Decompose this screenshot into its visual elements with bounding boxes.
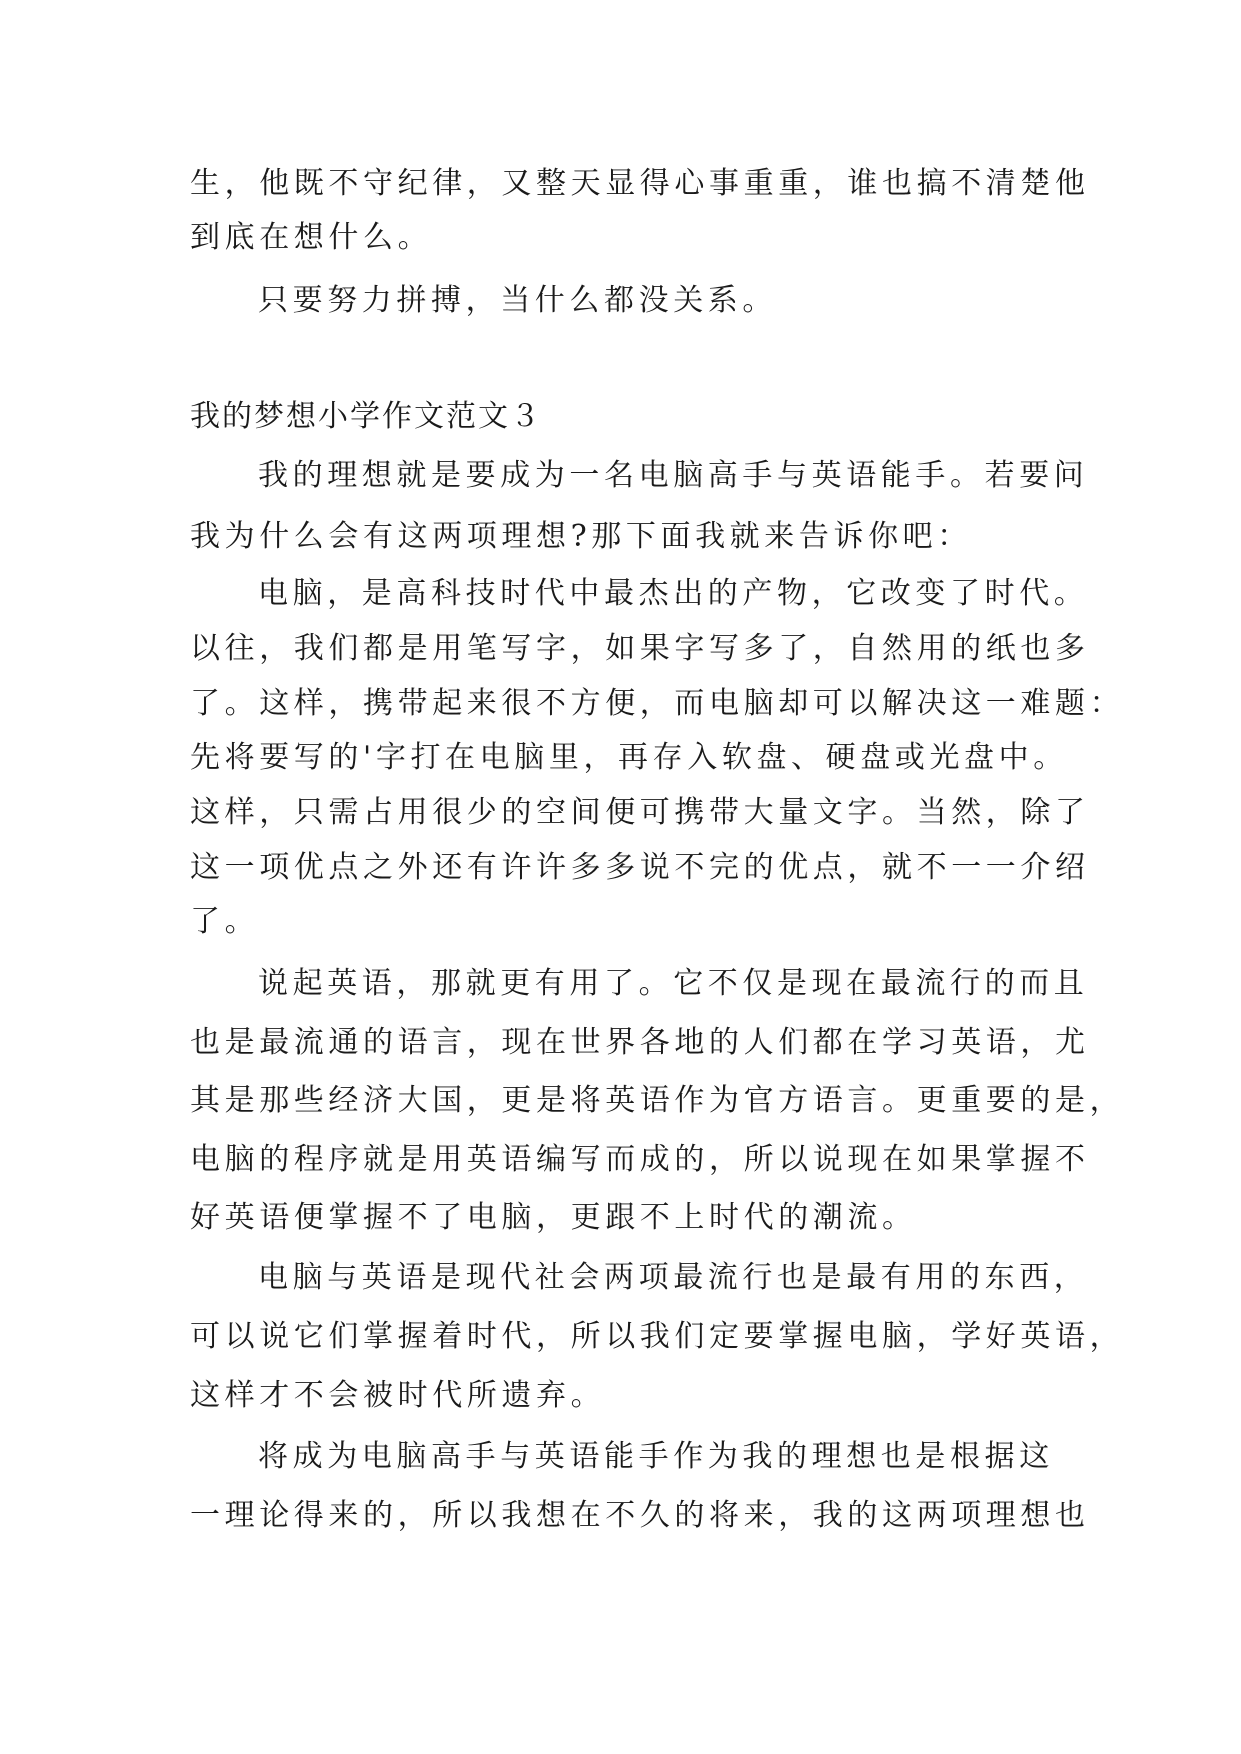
text-line: 其是那些经济大国，更是将英语作为官方语言。更重要的是， <box>190 1083 1125 1118</box>
text-line: 一理论得来的，所以我想在不久的将来，我的这两项理想也 <box>190 1498 1090 1533</box>
text-line: 可以说它们掌握着时代，所以我们定要掌握电脑，学好英语， <box>190 1319 1125 1354</box>
text-line: 电脑的程序就是用英语编写而成的，所以说现在如果掌握不 <box>190 1142 1090 1177</box>
text-line: 这样才不会被时代所遗弃。 <box>190 1378 606 1413</box>
text-line: 只要努力拼搏，当什么都没关系。 <box>258 283 777 318</box>
text-line: 也是最流通的语言，现在世界各地的人们都在学习英语，尤 <box>190 1025 1090 1060</box>
text-line: 说起英语，那就更有用了。它不仅是现在最流行的而且 <box>258 966 1089 1001</box>
text-line: 我为什么会有这两项理想?那下面我就来告诉你吧： <box>190 519 972 554</box>
text-line: 了。 <box>190 904 260 939</box>
text-line: 生，他既不守纪律，又整天显得心事重重，谁也搞不清楚他 <box>190 166 1090 201</box>
text-line: 先将要写的'字打在电脑里，再存入软盘、硬盘或光盘中。 <box>190 740 1068 775</box>
section-heading: 我的梦想小学作文范文３ <box>190 399 542 434</box>
text-line: 这一项优点之外还有许许多多说不完的优点，就不一一介绍 <box>190 850 1090 885</box>
text-line: 电脑，是高科技时代中最杰出的产物，它改变了时代。 <box>258 576 1089 611</box>
text-line: 将成为电脑高手与英语能手作为我的理想也是根据这 <box>258 1439 1054 1474</box>
text-line: 了。这样，携带起来很不方便，而电脑却可以解决这一难题： <box>190 686 1125 721</box>
text-line: 好英语便掌握不了电脑，更跟不上时代的潮流。 <box>190 1200 917 1235</box>
text-line: 电脑与英语是现代社会两项最流行也是最有用的东西， <box>258 1260 1089 1295</box>
text-line: 以往，我们都是用笔写字，如果字写多了，自然用的纸也多 <box>190 631 1090 666</box>
text-line: 这样，只需占用很少的空间便可携带大量文字。当然，除了 <box>190 795 1090 830</box>
text-line: 我的理想就是要成为一名电脑高手与英语能手。若要问 <box>258 458 1089 493</box>
text-line: 到底在想什么。 <box>190 220 433 255</box>
